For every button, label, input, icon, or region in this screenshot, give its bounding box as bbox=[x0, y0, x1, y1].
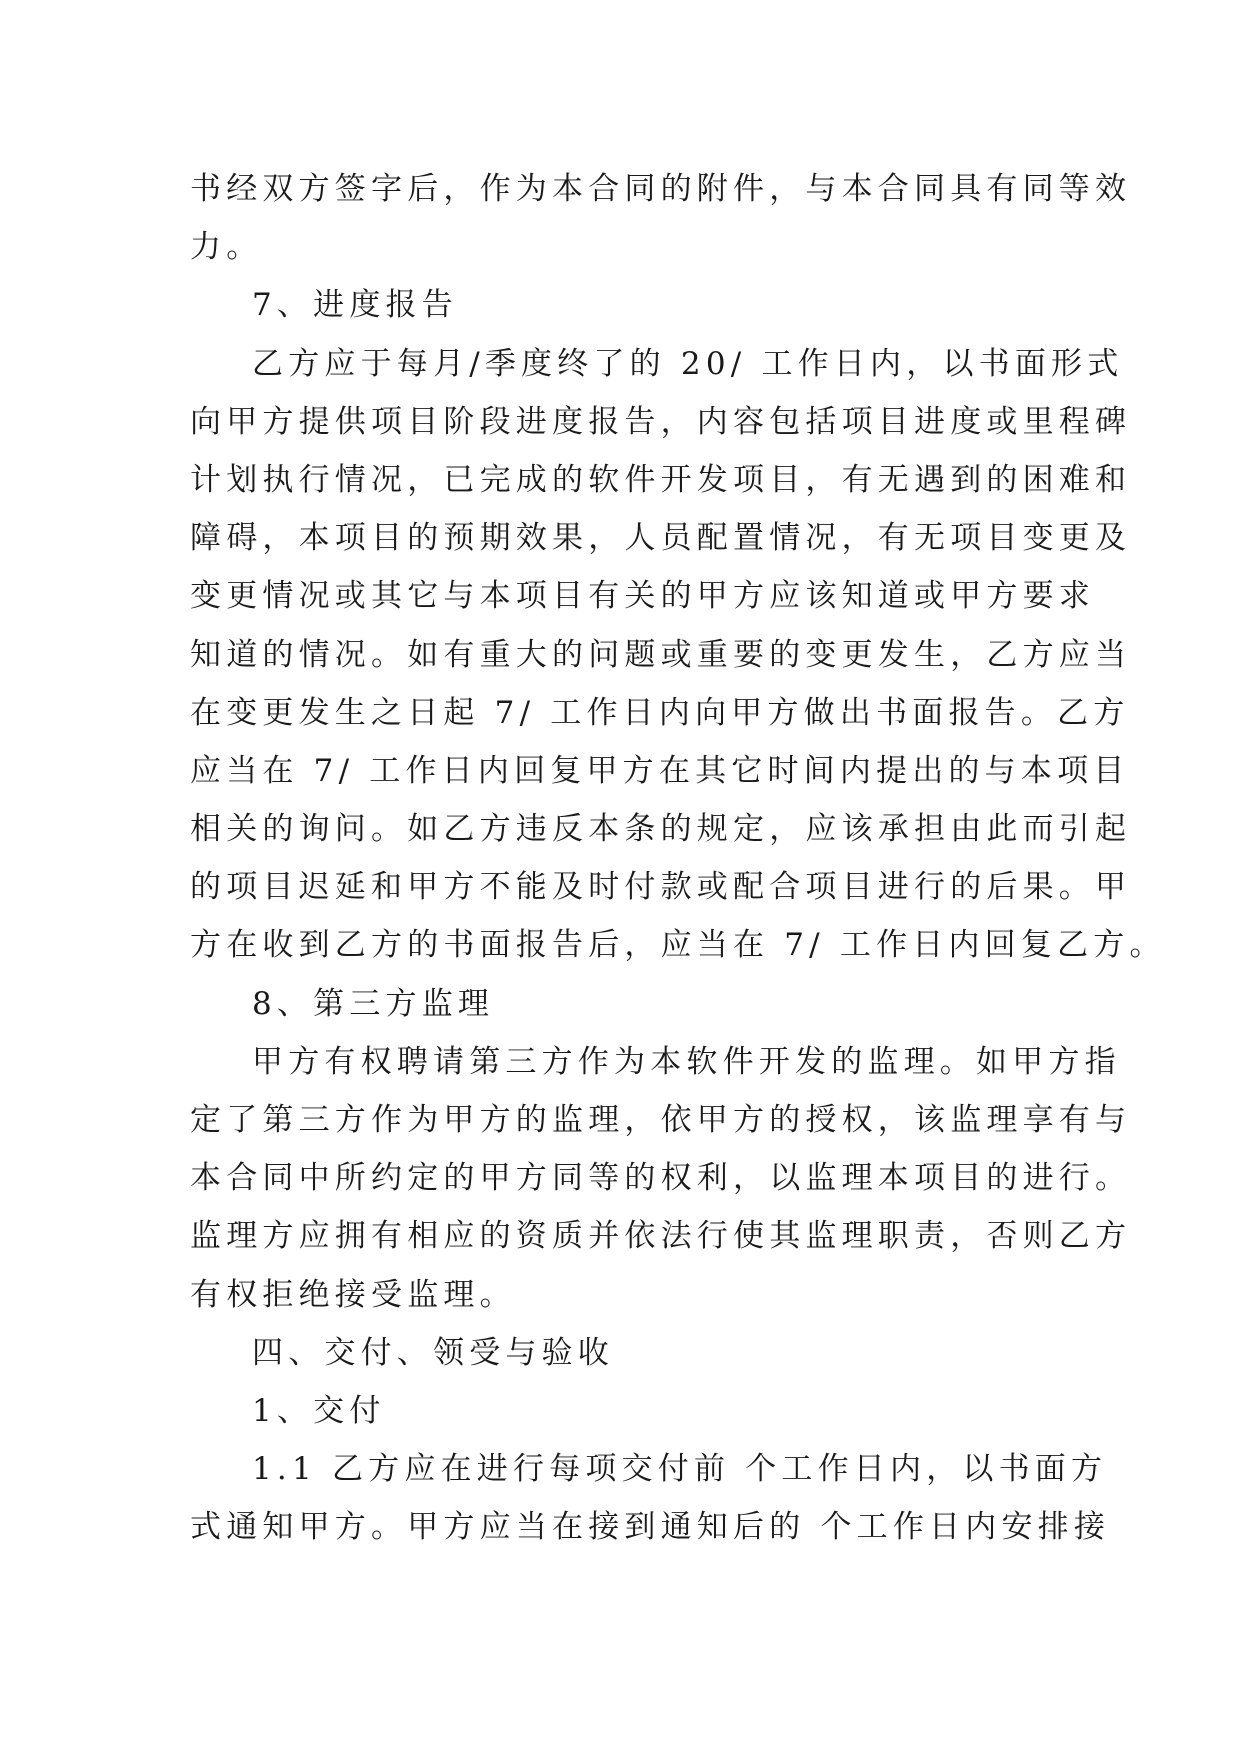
text-line: 知道的情况。如有重大的问题或重要的变更发生，乙方应当 bbox=[190, 636, 1132, 673]
text-line: 1.1 乙方应在进行每项交付前 个工作日内，以书面方 bbox=[252, 1451, 1108, 1488]
text-line: 定了第三方作为甲方的监理，依甲方的授权，该监理享有与 bbox=[190, 1102, 1132, 1138]
text-line: 有权拒绝接受监理。 bbox=[190, 1276, 516, 1313]
section-heading: 8、第三方监理 bbox=[252, 985, 495, 1022]
text-line: 书经双方签字后，作为本合同的附件，与本合同具有同等效 bbox=[190, 171, 1132, 207]
text-line: 在变更发生之日起 7/ 工作日内向甲方做出书面报告。乙方 bbox=[190, 694, 1130, 731]
text-line: 本合同中所约定的甲方同等的权利，以监理本项目的进行。 bbox=[190, 1160, 1132, 1197]
text-line: 相关的询问。如乙方违反本条的规定，应该承担由此而引起 bbox=[190, 811, 1132, 848]
text-line: 乙方应于每月/季度终了的 20/ 工作日内，以书面形式 bbox=[252, 345, 1124, 382]
section-heading: 1、交付 bbox=[252, 1392, 386, 1429]
text-line: 监理方应拥有相应的资质并依法行使其监理职责，否则乙方 bbox=[190, 1218, 1132, 1255]
text-line: 甲方有权聘请第三方作为本软件开发的监理。如甲方指 bbox=[252, 1043, 1121, 1080]
text-line: 障碍，本项目的预期效果，人员配置情况，有无项目变更及 bbox=[190, 520, 1132, 557]
text-line: 应当在 7/ 工作日内回复甲方在其它时间内提出的与本项目 bbox=[190, 752, 1130, 789]
text-line: 式通知甲方。甲方应当在接到通知后的 个工作日内安排接 bbox=[190, 1509, 1111, 1546]
text-line: 计划执行情况，已完成的软件开发项目，有无遇到的困难和 bbox=[190, 461, 1132, 498]
text-line: 变更情况或其它与本项目有关的甲方应该知道或甲方要求 bbox=[190, 578, 1095, 615]
text-line: 方在收到乙方的书面报告后，应当在 7/ 工作日内回复乙方。 bbox=[190, 927, 1166, 964]
text-line: 力。 bbox=[190, 229, 263, 266]
text-line: 的项目迟延和甲方不能及时付款或配合项目进行的后果。甲 bbox=[190, 869, 1132, 906]
document-body bbox=[190, 160, 1166, 1557]
text-line: 向甲方提供项目阶段进度报告，内容包括项目进度或里程碑 bbox=[190, 403, 1132, 440]
section-heading: 7、进度报告 bbox=[252, 287, 458, 324]
chapter-heading: 四、交付、领受与验收 bbox=[252, 1334, 614, 1371]
